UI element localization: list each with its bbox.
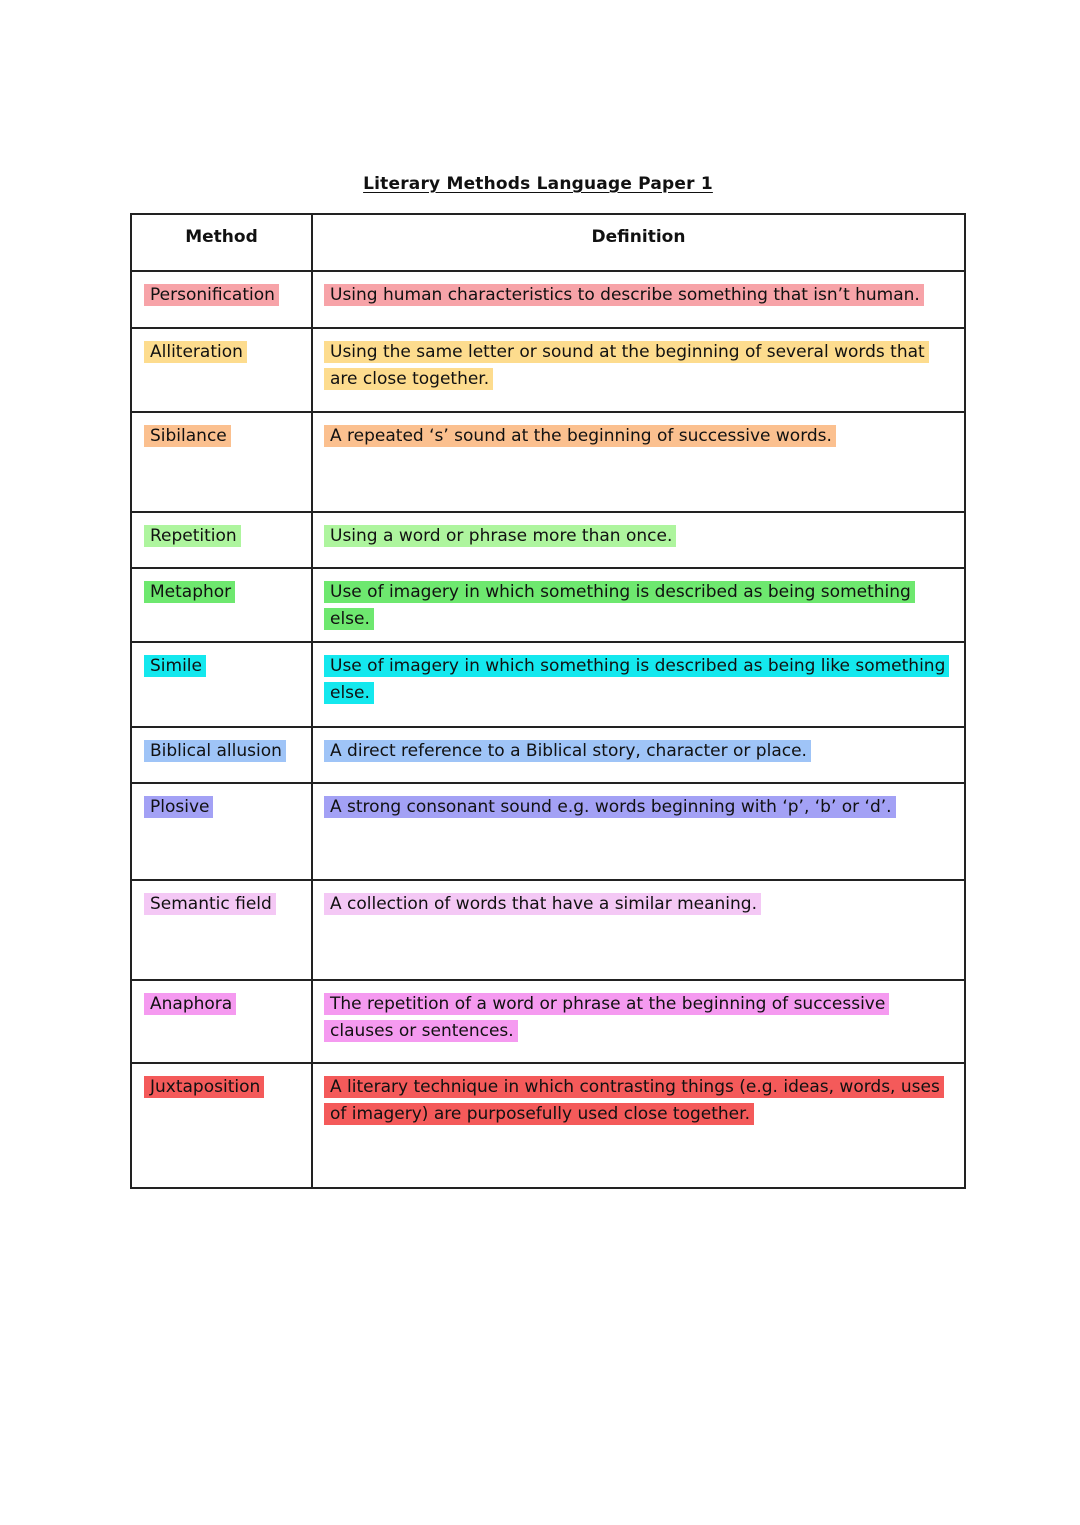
method-cell [131, 568, 312, 642]
method-label: Juxtaposition [144, 1076, 264, 1098]
table-row [131, 512, 965, 568]
definition-cell [312, 1063, 965, 1188]
header-row [131, 214, 965, 271]
table-row [131, 328, 965, 412]
definition-cell [312, 880, 965, 980]
definition-cell [312, 980, 965, 1063]
method-cell [131, 412, 312, 512]
definition-text: A repeated ‘s’ sound at the beginning of successive words. [324, 425, 836, 447]
definition-cell [312, 328, 965, 412]
method-label: Simile [144, 655, 206, 677]
table-row [131, 727, 965, 783]
table-row [131, 980, 965, 1063]
method-label: Alliteration [144, 341, 247, 363]
definition-text: A strong consonant sound e.g. words beginning with ‘p’, ‘b’ or ‘d’. [324, 796, 896, 818]
definition-text: Using human characteristics to describe something that isn’t human. [324, 284, 924, 306]
table-row [131, 783, 965, 880]
definition-cell [312, 412, 965, 512]
table-row [131, 271, 965, 328]
method-cell [131, 512, 312, 568]
method-label: Biblical allusion [144, 740, 286, 762]
method-cell [131, 980, 312, 1063]
table-row [131, 1063, 965, 1188]
method-cell [131, 783, 312, 880]
definition-column-header: Definition [312, 214, 965, 271]
method-cell [131, 271, 312, 328]
definition-text: A collection of words that have a similar meaning. [324, 893, 761, 915]
definition-text: A direct reference to a Biblical story, character or place. [324, 740, 811, 762]
method-label: Repetition [144, 525, 241, 547]
method-label: Metaphor [144, 581, 235, 603]
definition-text: Use of imagery in which something is described as being something else. [324, 581, 915, 630]
method-label: Personification [144, 284, 279, 306]
definition-text: Use of imagery in which something is described as being like something else. [324, 655, 949, 704]
table-row [131, 568, 965, 642]
definition-cell [312, 568, 965, 642]
method-label: Sibilance [144, 425, 231, 447]
method-cell [131, 880, 312, 980]
table-row [131, 412, 965, 512]
definition-text: A literary technique in which contrasting things (e.g. ideas, words, uses of imagery) are purposefully used close together. [324, 1076, 944, 1125]
method-cell [131, 727, 312, 783]
method-cell [131, 328, 312, 412]
method-cell [131, 1063, 312, 1188]
definition-cell [312, 642, 965, 727]
method-cell [131, 642, 312, 727]
definition-cell [312, 271, 965, 328]
definition-cell [312, 727, 965, 783]
method-label: Semantic field [144, 893, 276, 915]
definition-cell [312, 783, 965, 880]
definition-text: Using the same letter or sound at the beginning of several words that are close together. [324, 341, 929, 390]
method-label: Anaphora [144, 993, 236, 1015]
definition-text: Using a word or phrase more than once. [324, 525, 676, 547]
method-column-header: Method [131, 214, 312, 271]
page-title: Literary Methods Language Paper 1 [363, 174, 713, 194]
definition-text: The repetition of a word or phrase at the beginning of successive clauses or sentences. [324, 993, 889, 1042]
method-label: Plosive [144, 796, 213, 818]
methods-table [130, 213, 966, 1189]
table-row [131, 642, 965, 727]
definition-cell [312, 512, 965, 568]
table-row [131, 880, 965, 980]
